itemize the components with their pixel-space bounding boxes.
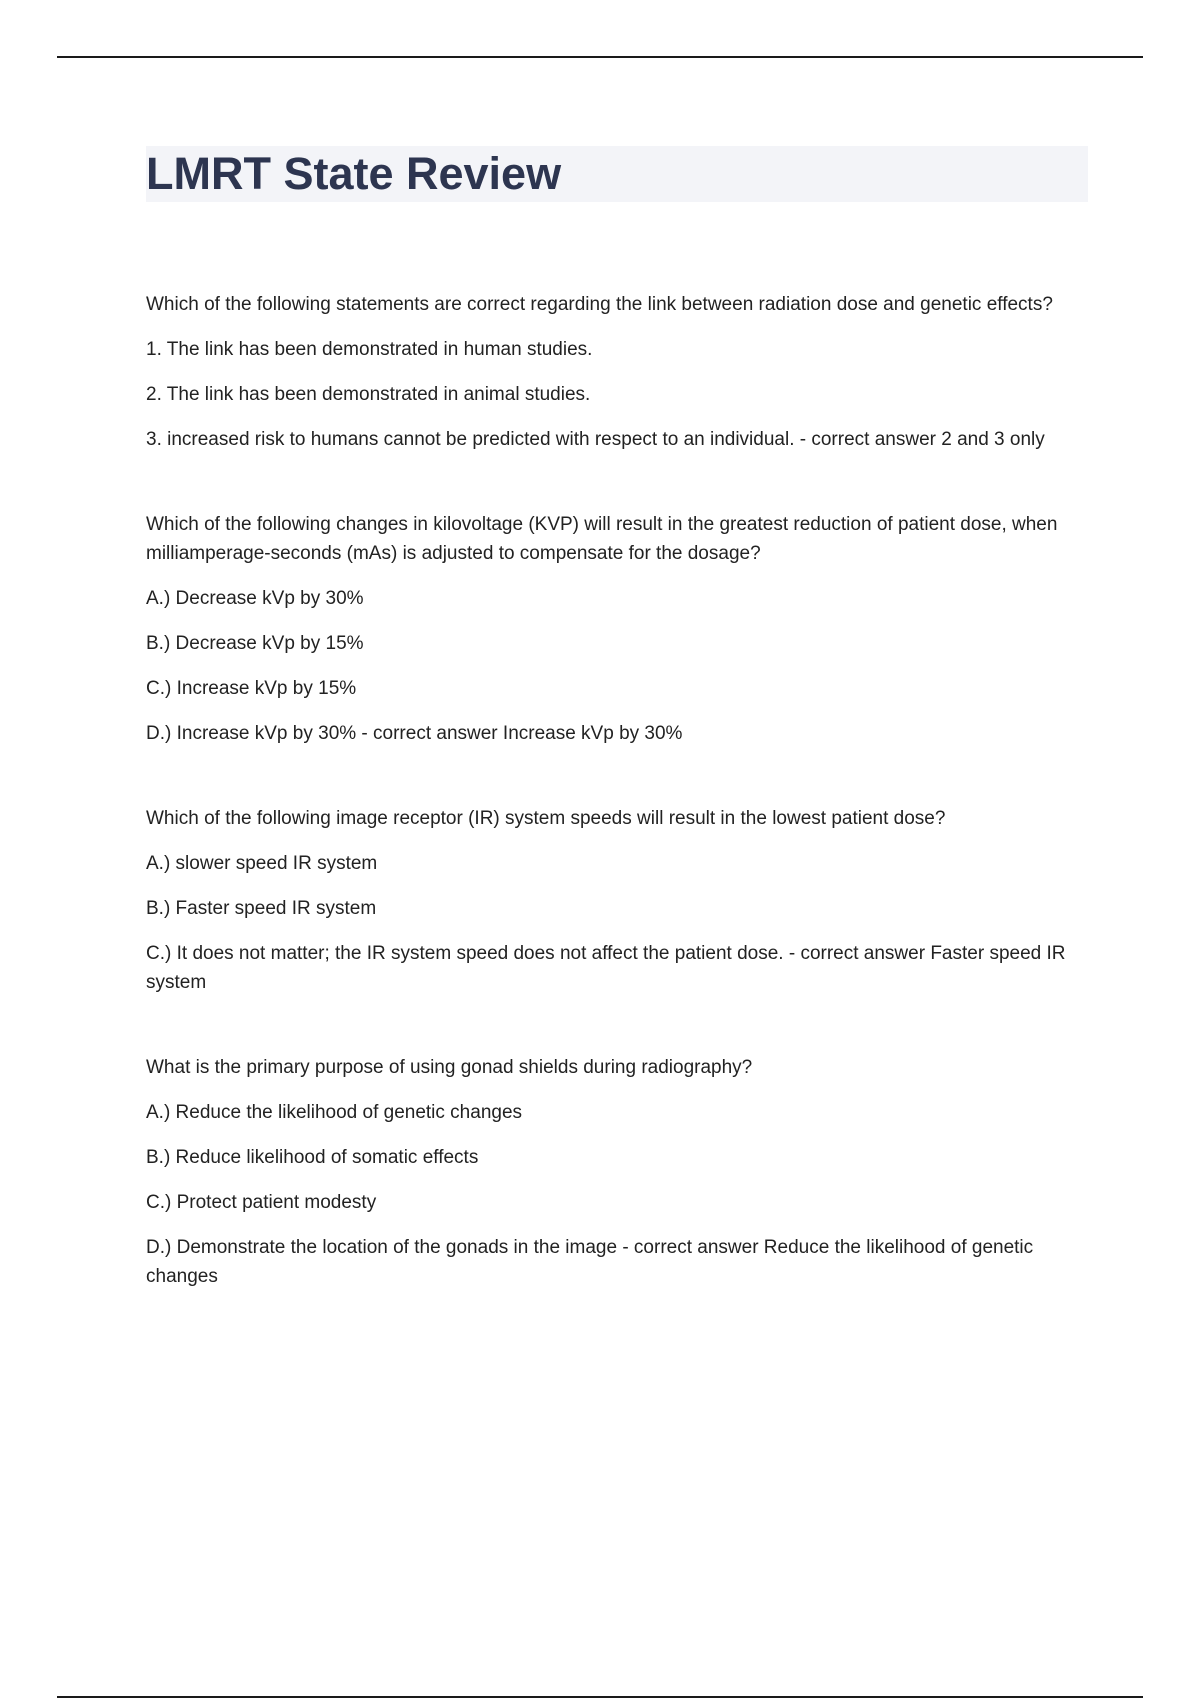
question-list [146,290,1088,1291]
question-1-option-3: 3. increased risk to humans cannot be predicted with respect to an individual. - correct answer 2 and 3 only [146,429,1045,450]
question-2-option-d: D.) Increase kVp by 30% - correct answer Increase kVp by 30% [146,723,683,744]
question-4 [146,1053,1088,1291]
question-3-option-a: A.) slower speed IR system [146,853,378,874]
question-2 [146,510,1088,748]
question-1-text: Which of the following statements are correct regarding the link between radiation dose and genetic effects? [146,294,1053,315]
question-4-text: What is the primary purpose of using gonad shields during radiography? [146,1057,753,1078]
question-4-option-b: B.) Reduce likelihood of somatic effects [146,1147,479,1168]
question-1-option-2: 2. The link has been demonstrated in animal studies. [146,384,591,405]
title-banner [146,146,1088,202]
bottom-rule [57,1696,1143,1698]
question-2-option-b: B.) Decrease kVp by 15% [146,633,364,654]
question-3 [146,804,1088,997]
question-2-text: Which of the following changes in kilovoltage (KVP) will result in the greatest reduction of patient dose, when milliamperage-seconds (mAs) is adjusted to compensate for the dosage? [146,514,1058,564]
question-3-text: Which of the following image receptor (IR) system speeds will result in the lowest patient dose? [146,808,946,829]
question-2-option-c: C.) Increase kVp by 15% [146,678,357,699]
question-4-option-a: A.) Reduce the likelihood of genetic changes [146,1102,523,1123]
question-1-option-1: 1. The link has been demonstrated in human studies. [146,339,593,360]
question-1 [146,290,1088,454]
question-2-option-a: A.) Decrease kVp by 30% [146,588,364,609]
question-4-option-d: D.) Demonstrate the location of the gonads in the image - correct answer Reduce the likelihood of genetic changes [146,1237,1034,1287]
top-rule [57,56,1143,58]
question-3-option-c: C.) It does not matter; the IR system speed does not affect the patient dose. - correct answer Faster speed IR system [146,943,1066,993]
page-title: LMRT State Review [146,148,562,199]
question-4-option-c: C.) Protect patient modesty [146,1192,377,1213]
question-3-option-b: B.) Faster speed IR system [146,898,377,919]
